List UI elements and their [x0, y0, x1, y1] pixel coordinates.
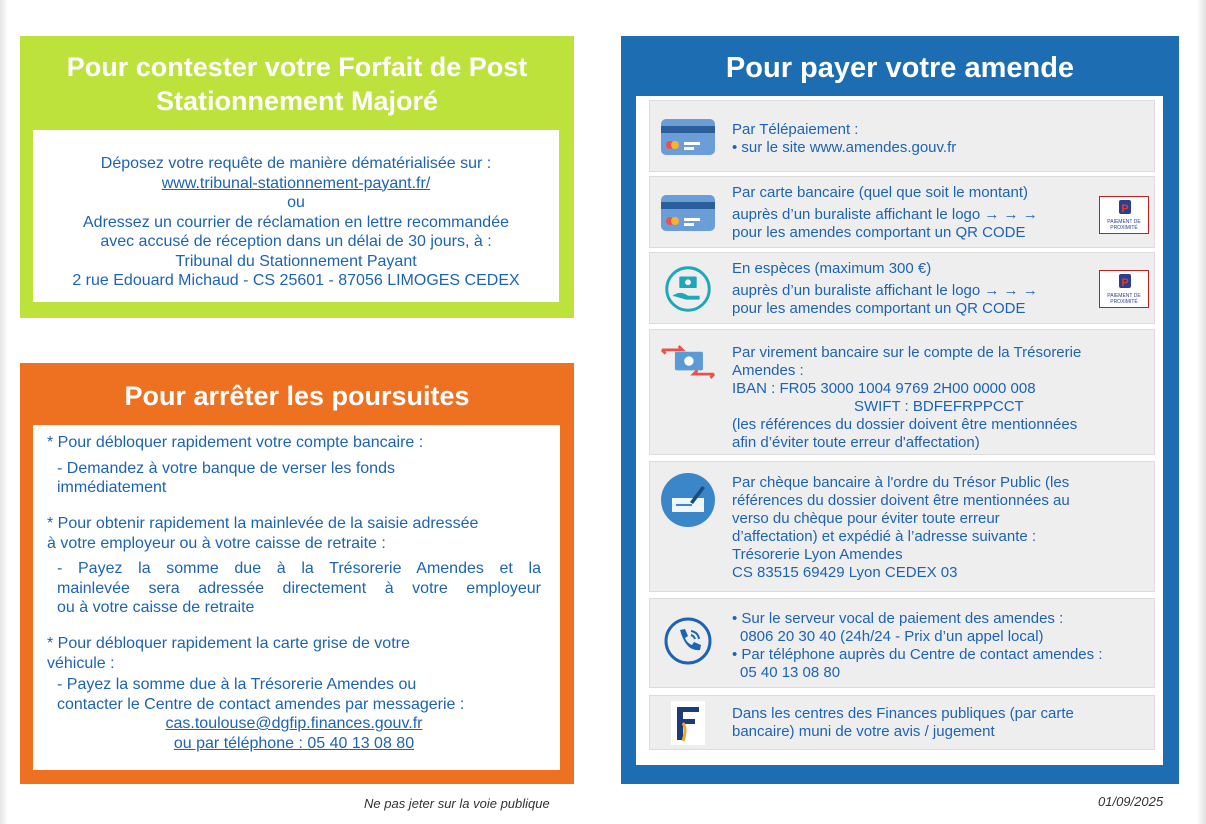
stop-proceedings-panel [20, 363, 574, 784]
stop-title: Pour arrêter les poursuites [124, 381, 470, 411]
pay-line: Amendes : [732, 362, 804, 379]
block-heading: * Pour débloquer rapidement votre compte bancaire : [47, 434, 424, 451]
vocal-server-number: 0806 20 30 40 (24h/24 - Prix d’un appel local) [740, 628, 1044, 645]
document-date: 01/09/2025 [1098, 794, 1164, 809]
contest-title [20, 50, 574, 118]
pay-line: Par virement bancaire sur le compte de la Trésorerie [732, 344, 1082, 361]
pay-row-public-finance [649, 695, 1155, 750]
swift-line: SWIFT : BDFEFRPPCCT [854, 398, 1024, 415]
svg-text:P: P [1121, 277, 1129, 289]
cash-hand-icon [660, 267, 716, 311]
contact-phone-number: 05 40 13 08 80 [740, 664, 841, 681]
employer-seizure-block [47, 514, 541, 618]
pay-row-card [649, 176, 1155, 248]
pay-row-phone [649, 598, 1155, 688]
check-pen-icon [660, 478, 716, 522]
block-text: ou à votre caisse de retraite [57, 599, 255, 616]
bank-transfer-icon [660, 340, 716, 384]
block-text: contacter le Centre de contact amendes par messagerie : [57, 695, 465, 713]
pay-row-text [732, 121, 956, 157]
contest-panel [20, 36, 574, 318]
pay-line: CS 83515 69429 Lyon CEDEX 03 [732, 564, 958, 581]
pay-line: Par Télépaiement : [732, 121, 859, 138]
pay-line: verso du chèque pour éviter toute erreur [732, 510, 1000, 527]
contest-text: Tribunal du Stationnement Payant [175, 252, 417, 270]
pay-row-text [732, 474, 1070, 582]
pay-row-check [649, 461, 1155, 592]
paiement-proximite-logo [1099, 270, 1149, 308]
pay-line: bancaire) muni de votre avis / jugement [732, 723, 995, 740]
block-text: mainlevée sera adressée directement à votre employeur [57, 579, 541, 597]
pay-line: pour les amendes comportant un QR CODE [732, 224, 1026, 241]
pay-line: références du dossier doivent être mentionnées au [732, 492, 1070, 509]
pay-row-cash [649, 252, 1155, 324]
pay-line: Dans les centres des Finances publiques (par carte [732, 705, 1074, 722]
contest-title-line: Pour contester votre Forfait de Post [66, 52, 528, 82]
block-heading: à votre employeur ou à votre caisse de retraite : [47, 534, 386, 552]
block-text: - Payez la somme due à la Trésorerie Amendes et la [57, 560, 541, 577]
pay-row-online [649, 100, 1155, 172]
iban-line: IBAN : FR05 3000 1004 9769 2H00 0000 008 [732, 380, 1036, 397]
footer-note: Ne pas jeter sur la voie publique [364, 796, 550, 811]
stop-content [33, 425, 560, 770]
contest-address: 2 rue Edouard Michaud - CS 25601 - 87056 LIMOGES CEDEX [72, 272, 520, 289]
pay-line: (les références du dossier doivent être mentionnées [732, 416, 1078, 433]
contest-text: Déposez votre requête de manière dématérialisée sur : [100, 155, 492, 172]
pay-line: Trésorerie Lyon Amendes [732, 546, 903, 563]
pay-row-text [732, 260, 1038, 318]
svg-text:PROXIMITÉ: PROXIMITÉ [1110, 299, 1138, 305]
pay-line: auprès d’un buraliste affichant le logo → → → [732, 206, 1038, 223]
svg-text:PROXIMITÉ: PROXIMITÉ [1110, 225, 1138, 231]
pay-row-text [732, 705, 1074, 741]
pay-line: pour les amendes comportant un QR CODE [732, 300, 1026, 317]
contest-or: ou [287, 194, 305, 211]
pay-panel [621, 36, 1179, 784]
phone-icon [660, 619, 716, 663]
pay-content [636, 96, 1163, 765]
block-heading: véhicule : [47, 654, 115, 672]
tribunal-link[interactable]: www.tribunal-stationnement-payant.fr/ [161, 174, 431, 192]
svg-text:PAIEMENT DE: PAIEMENT DE [1107, 219, 1141, 225]
bank-account-block [47, 433, 541, 498]
pay-line: auprès d’un buraliste affichant le logo → → → [732, 282, 1038, 299]
block-heading: * Pour débloquer rapidement la carte grise de votre [47, 635, 410, 652]
page-edge-left [0, 0, 7, 824]
finances-publiques-logo [660, 701, 716, 745]
paiement-proximite-logo [1099, 196, 1149, 234]
pay-line: • Par téléphone auprès du Centre de contact amendes : [732, 646, 1103, 663]
block-text: - Demandez à votre banque de verser les fonds [57, 459, 395, 477]
contest-content [33, 130, 559, 302]
credit-card-icon [660, 191, 716, 235]
pay-line: • sur le site www.amendes.gouv.fr [732, 139, 957, 156]
block-heading: * Pour obtenir rapidement la mainlevée de la saisie adressée [47, 515, 479, 532]
page-edge-right [1198, 0, 1206, 824]
pay-row-text [732, 344, 1081, 452]
pay-line: afin d’éviter toute erreur d'affectation) [732, 434, 980, 451]
credit-card-icon [660, 115, 716, 159]
pay-line: d’affectation) et expédié à l’adresse suivante : [732, 528, 1037, 545]
pay-line: Par carte bancaire (quel que soit le montant) [732, 184, 1028, 201]
svg-text:P: P [1121, 203, 1129, 215]
contact-phone-link[interactable]: ou par téléphone : 05 40 13 08 80 [173, 734, 415, 752]
pay-line: Par chèque bancaire à l'ordre du Trésor Public (les [732, 474, 1070, 491]
pay-line: En espèces (maximum 300 €) [732, 260, 932, 277]
pay-row-text [732, 184, 1038, 242]
contest-title-line: Stationnement Majoré [155, 86, 439, 116]
registration-block [47, 634, 541, 753]
contest-text: Adressez un courrier de réclamation en lettre recommandée [83, 213, 509, 231]
contest-text: avec accusé de réception dans un délai de 30 jours, à : [100, 233, 492, 250]
contact-email-link[interactable]: cas.toulouse@dgfip.finances.gouv.fr [165, 715, 423, 732]
block-text: immédiatement [57, 479, 167, 496]
pay-title: Pour payer votre amende [725, 52, 1075, 84]
pay-row-transfer [649, 329, 1155, 455]
svg-text:PAIEMENT DE: PAIEMENT DE [1107, 293, 1141, 299]
pay-row-text [732, 610, 1103, 682]
pay-line: • Sur le serveur vocal de paiement des amendes : [732, 610, 1064, 627]
block-text: - Payez la somme due à la Trésorerie Amendes ou [57, 676, 417, 693]
